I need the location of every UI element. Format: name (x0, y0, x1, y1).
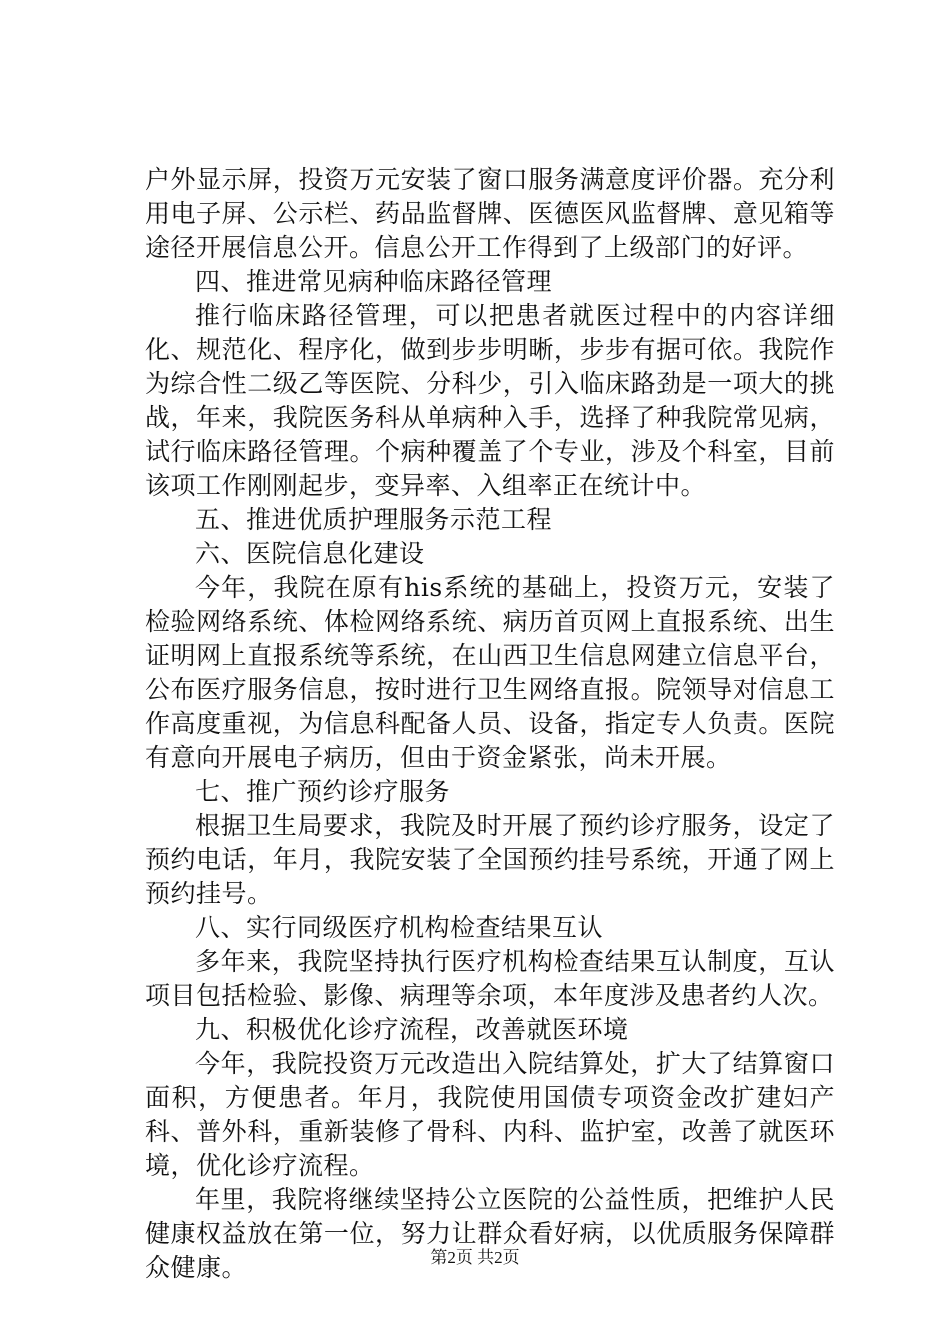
section-heading-7: 七、推广预约诊疗服务 (195, 777, 451, 806)
paragraph: 推行临床路径管理，可以把患者就医过程中的内容详细化、规范化、程序化，做到步步明晰，步步有据可依。我院作为综合性二级乙等医院、分科少，引入临床路劲是一项大的挑战，年来，我院医务科从单病种入手，选择了种我院常见病，试行临床路径管理。个病种覆盖了个专业，涉及个科室，目前该项工作刚刚起步，变异率、入组率正在统计中。 (145, 301, 835, 500)
section-heading-6: 六、医院信息化建设 (195, 539, 425, 568)
section-heading-5: 五、推进优质护理服务示范工程 (195, 505, 553, 534)
document-body (145, 163, 835, 1285)
paragraph: 户外显示屏，投资万元安装了窗口服务满意度评价器。充分利用电子屏、公示栏、药品监督牌、医德医风监督牌、意见箱等途径开展信息公开。信息公开工作得到了上级部门的好评。 (145, 165, 835, 262)
page-footer: 第2页 共2页 (430, 1248, 520, 1267)
paragraph: 年里，我院将继续坚持公立医院的公益性质，把维护人民健康权益放在第一位，努力让群众看好病，以优质服务保障群众健康。 (145, 1185, 835, 1282)
section-heading-4: 四、推进常见病种临床路径管理 (195, 267, 553, 296)
section-heading-8: 八、实行同级医疗机构检查结果互认 (195, 913, 604, 942)
paragraph: 今年，我院在原有his系统的基础上，投资万元，安装了检验网络系统、体检网络系统、病历首页网上直报系统、出生证明网上直报系统等系统，在山西卫生信息网建立信息平台，公布医疗服务信息，按时进行卫生网络直报。院领导对信息工作高度重视，为信息科配备人员、设备，指定专人负责。医院有意向开展电子病历，但由于资金紧张，尚未开展。 (145, 573, 835, 772)
paragraph: 今年，我院投资万元改造出入院结算处，扩大了结算窗口面积，方便患者。年月，我院使用国债专项资金改扩建妇产科、普外科，重新装修了骨科、内科、监护室，改善了就医环境，优化诊疗流程。 (145, 1049, 835, 1180)
paragraph: 多年来，我院坚持执行医疗机构检查结果互认制度，互认项目包括检验、影像、病理等余项，本年度涉及患者约人次。 (145, 947, 835, 1010)
section-heading-9: 九、积极优化诊疗流程，改善就医环境 (195, 1015, 629, 1044)
paragraph: 根据卫生局要求，我院及时开展了预约诊疗服务，设定了预约电话，年月，我院安装了全国预约挂号系统，开通了网上预约挂号。 (145, 811, 835, 908)
